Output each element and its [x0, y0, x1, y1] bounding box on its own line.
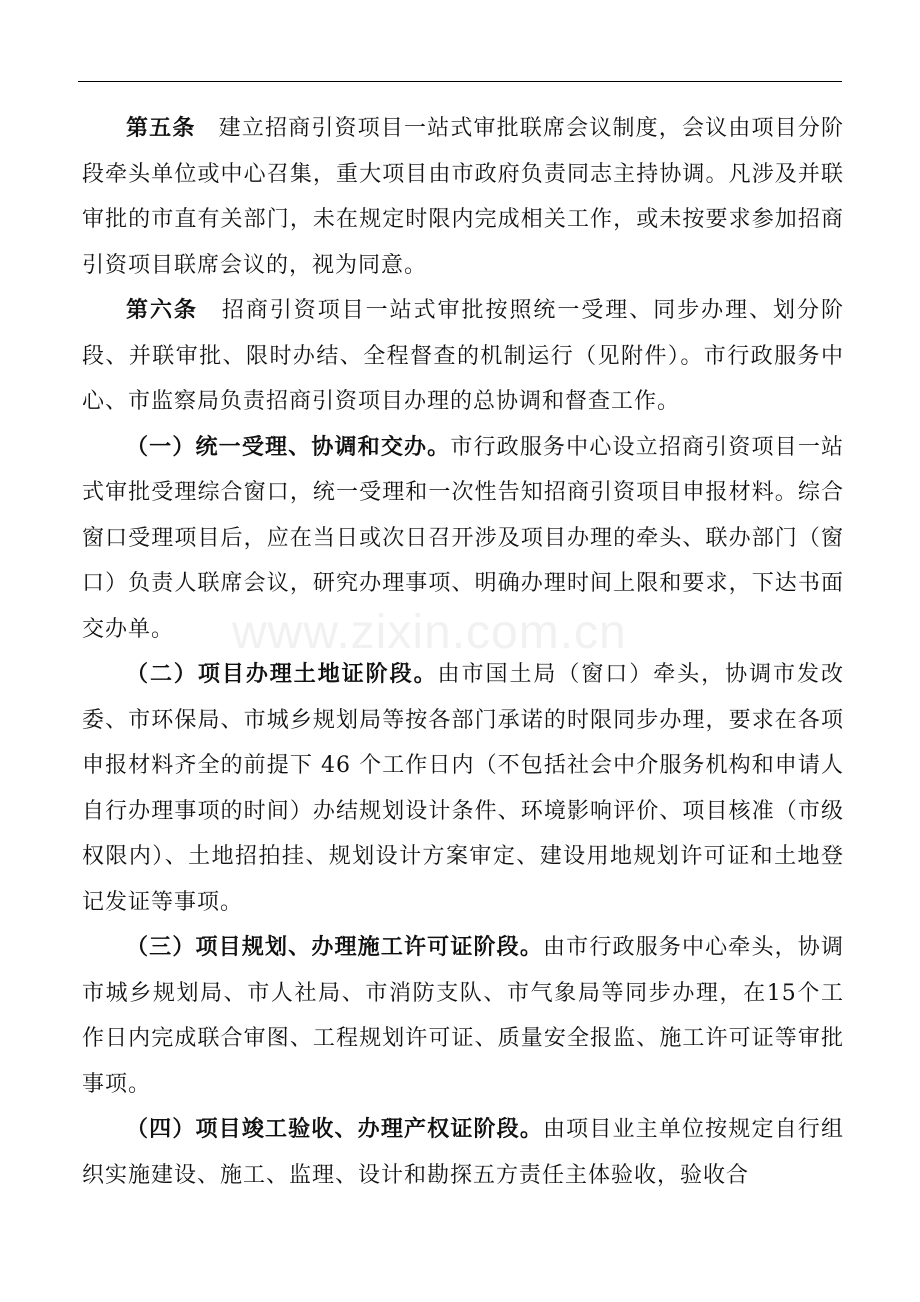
article-6-text: 招商引资项目一站式审批按照统一受理、同步办理、划分阶段、并联审批、限时办结、全程督查的机制运行（见附件）。市行政服务中心、市监察局负责招商引资项目办理的总协调和督查工作。 [82, 298, 844, 414]
section-2-text: 由市国土局（窗口）牵头，协调市发改委、市环保局、市城乡规划局等按各部门承诺的时限同步办理，要求在各项申报材料齐全的前提下 46 个工作日内（不包括社会中介服务机构和申请人自行办理事项的时间）办结规划设计条件、环境影响评价、项目核准（市级权限内）、土地招拍挂、规划设计方案审定、建设用地规划许可证和土地登记发证等事项。 [82, 662, 844, 915]
article-5-heading: 第五条 [126, 116, 196, 141]
section-2 [82, 652, 844, 925]
document-body [82, 106, 844, 1198]
article-5-text: 建立招商引资项目一站式审批联席会议制度，会议由项目分阶段牵头单位或中心召集，重大项目由市政府负责同志主持协调。凡涉及并联审批的市直有关部门，未在规定时限内完成相关工作，或未按要求参加招商引资项目联席会议的，视为同意。 [82, 116, 844, 278]
header-rule [78, 81, 842, 82]
section-4 [82, 1107, 844, 1198]
article-5 [82, 106, 844, 288]
section-3-heading: （三）项目规划、办理施工许可证阶段。 [126, 935, 543, 960]
section-1-heading: （一）统一受理、协调和交办。 [126, 434, 451, 460]
section-1-text: 市行政服务中心设立招商引资项目一站式审批受理综合窗口，统一受理和一次性告知招商引资项目申报材料。综合窗口受理项目后，应在当日或次日召开涉及项目办理的牵头、联办部门（窗口）负责人联席会议，研究办理事项、明确办理时间上限和要求，下达书面交办单。 [82, 434, 844, 642]
section-2-heading: （二）项目办理土地证阶段。 [126, 662, 438, 687]
section-3 [82, 925, 844, 1107]
section-4-heading: （四）项目竣工验收、办理产权证阶段。 [126, 1117, 543, 1142]
section-4-text: 由项目业主单位按规定自行组织实施建设、施工、监理、设计和勘探五方责任主体验收，验收合 [82, 1117, 844, 1188]
article-6 [82, 288, 844, 425]
watermark: www.zixin.com.cn [232, 606, 627, 659]
section-1 [82, 425, 844, 653]
section-3-text: 由市行政服务中心牵头，协调市城乡规划局、市人社局、市消防支队、市气象局等同步办理，在15个工作日内完成联合审图、工程规划许可证、质量安全报监、施工许可证等审批事项。 [82, 935, 844, 1097]
article-6-heading: 第六条 [126, 298, 198, 323]
